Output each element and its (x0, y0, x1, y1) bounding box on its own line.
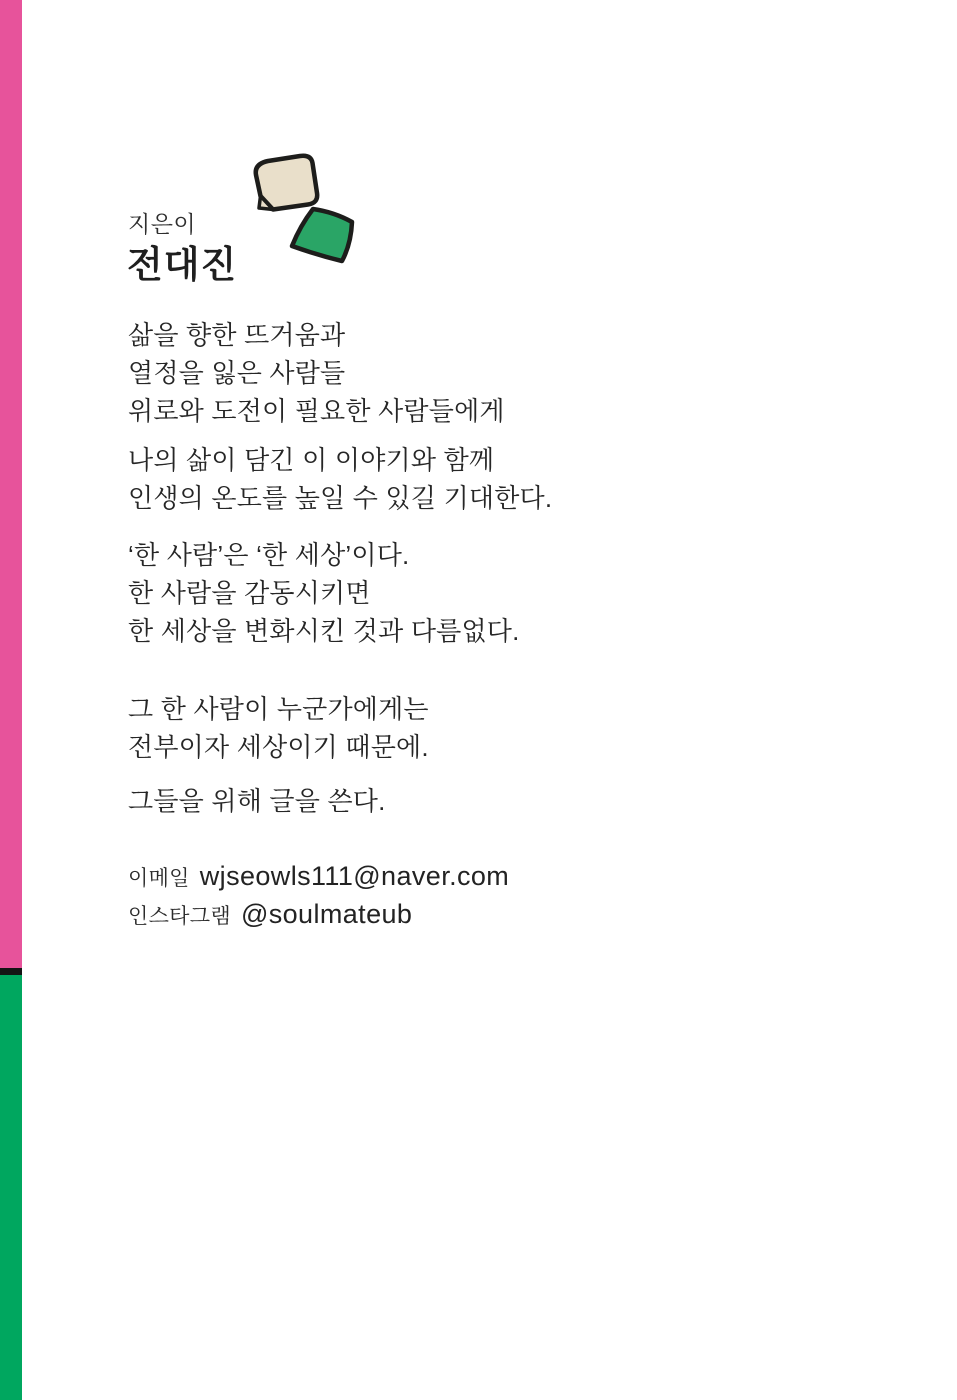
beige-sticky-note-icon (256, 156, 317, 210)
text-line: 인생의 온도를 높일 수 있길 기대한다. (128, 483, 553, 513)
paragraph-closing (128, 782, 386, 820)
text-line: 한 사람을 감동시키면 (128, 578, 371, 608)
paragraph-reason (128, 690, 429, 766)
contact-instagram-label: 인스타그램 (128, 905, 231, 928)
contact-email-value: wjseowls111@naver.com (199, 861, 510, 891)
text-line: 나의 삶이 담긴 이 이야기와 함께 (128, 445, 495, 475)
contact-instagram-value: @soulmateub (240, 899, 413, 929)
left-accent-stripe-pink (0, 0, 22, 968)
text-line: 전부이자 세상이기 때문에. (128, 732, 429, 762)
text-line: 위로와 도전이 필요한 사람들에게 (128, 396, 505, 426)
sticky-notes-illustration (238, 146, 378, 276)
green-sticky-note-icon (292, 209, 352, 261)
left-accent-stripe-green (0, 975, 22, 1400)
author-name: 전대진 (127, 244, 238, 285)
text-line: 열정을 잃은 사람들 (128, 358, 346, 388)
text-line: 그 한 사람이 누군가에게는 (128, 694, 429, 724)
text-line: 한 세상을 변화시킨 것과 다름없다. (128, 616, 520, 646)
paragraph-hope (128, 441, 552, 517)
contact-email-row (128, 861, 509, 892)
text-line: 삶을 향한 뜨거움과 (128, 320, 346, 350)
text-line: ‘한 사람’은 ‘한 세상’이다. (128, 540, 410, 570)
text-line: 그들을 위해 글을 쓴다. (128, 786, 386, 816)
paragraph-one-person (128, 536, 520, 650)
contact-instagram-row (128, 899, 412, 930)
paragraph-dedication (128, 316, 505, 430)
left-accent-stripe-divider (0, 968, 22, 975)
author-label: 지은이 (128, 211, 197, 237)
contact-email-label: 이메일 (128, 867, 190, 890)
